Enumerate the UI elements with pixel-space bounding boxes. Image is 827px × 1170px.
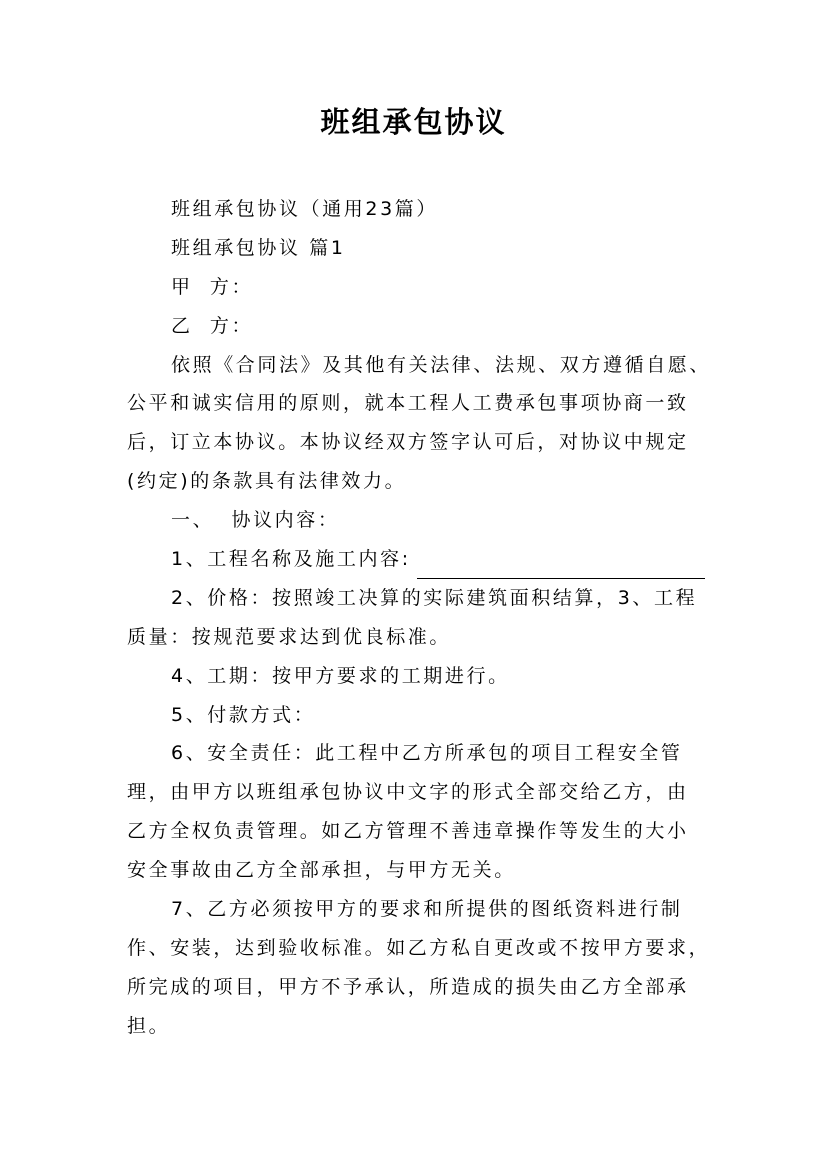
paragraph-line: 依照《合同法》及其他有关法律、法规、双方遵循自愿、 [171,353,712,376]
paragraph-line: (约定)的条款具有法律效力。 [127,470,407,493]
party-b-line: 乙 方： [171,314,254,337]
paragraph-line: 4、工期：按甲方要求的工期进行。 [171,664,510,687]
section-heading: 班组承包协议 篇1 [171,236,346,259]
party-a-line: 甲 方： [171,275,254,298]
paragraph-line: 后，订立本协议。本协议经双方签字认可后，对协议中规定 [127,431,689,454]
paragraph-line: 担。 [127,1014,171,1037]
paragraph-line: 安全事故由乙方全部承担，与甲方无关。 [127,859,516,882]
paragraph-line: 5、付款方式： [171,703,316,726]
paragraph-line: 乙方全权负责管理。如乙方管理不善违章操作等发生的大小 [127,820,689,843]
paragraph-line: 6、安全责任：此工程中乙方所承包的项目工程安全管 [171,742,683,765]
subtitle-line: 班组承包协议（通用23篇） [171,198,438,220]
paragraph-line: 公平和诚实信用的原则，就本工程人工费承包事项协商一致 [127,392,689,415]
project-name-blank [417,556,705,579]
paragraph-line: 7、乙方必须按甲方的要求和所提供的图纸资料进行制 [171,898,683,921]
document-body [127,190,712,1046]
project-name-line [127,540,703,579]
document-title: 班组承包协议 [320,105,507,139]
paragraph-line: 质量：按规范要求达到优良标准。 [127,625,452,648]
paragraph-line: 作、安装，达到验收标准。如乙方私自更改或不按甲方要求， [127,936,711,959]
project-name-label: 1、工程名称及施工内容: [171,548,411,571]
clause-heading: 一、 协议内容： [171,509,340,532]
paragraph-line: 理，由甲方以班组承包协议中文字的形式全部交给乙方，由 [127,781,689,804]
paragraph-line: 2、价格：按照竣工决算的实际建筑面积结算，3、工程 [171,586,698,609]
paragraph-line: 所完成的项目，甲方不予承认，所造成的损失由乙方全部承 [127,975,689,998]
